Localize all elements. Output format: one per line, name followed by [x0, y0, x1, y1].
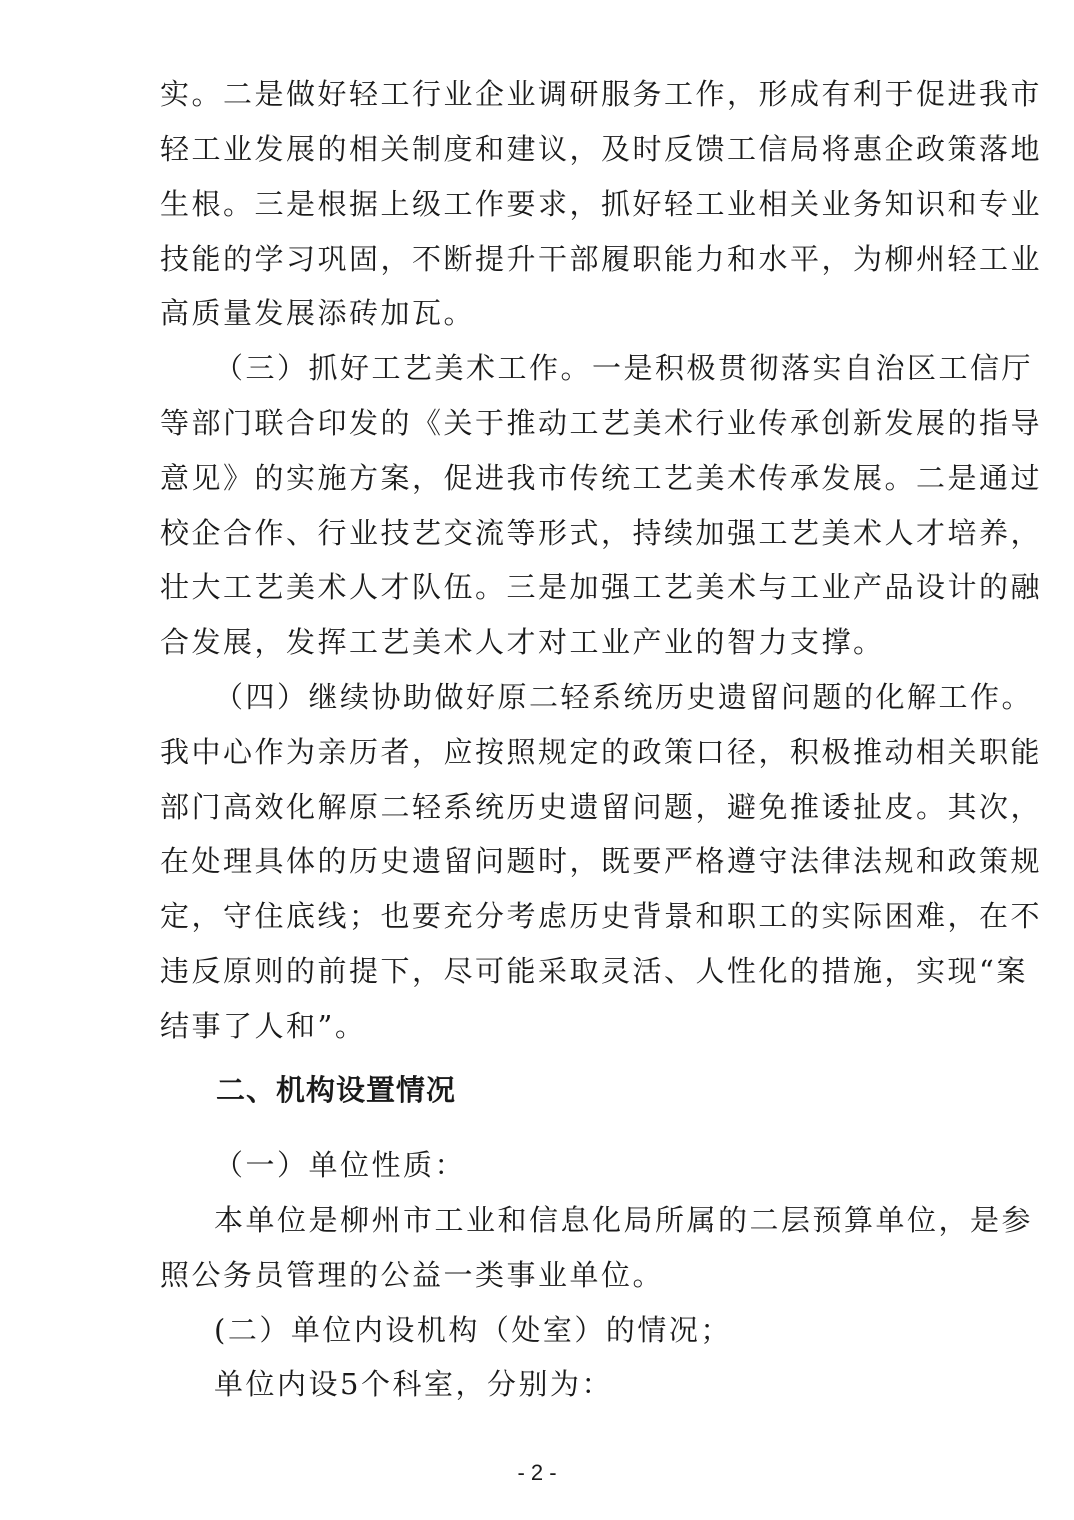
paragraph-line: （一）单位性质： [214, 1148, 467, 1182]
paragraph-line: （三）抓好工艺美术工作。一是积极贯彻落实自治区工信厅 [214, 351, 1034, 385]
paragraph-line: 定，守住底线；也要充分考虑历史背景和职工的实际困难，在不 [160, 899, 1043, 933]
paragraph-line: 单位内设5个科室，分别为： [214, 1367, 613, 1401]
paragraph-line: 技能的学习巩固，不断提升干部履职能力和水平，为柳州轻工业 [160, 242, 1043, 276]
paragraph-line: 照公务员管理的公益一类事业单位。 [160, 1258, 665, 1292]
paragraph-line: 在处理具体的历史遗留问题时，既要严格遵守法律法规和政策规 [160, 844, 1043, 878]
paragraph-line: （四）继续协助做好原二轻系统历史遗留问题的化解工作。 [214, 680, 1034, 714]
paragraph-line: 壮大工艺美术人才队伍。三是加强工艺美术与工业产品设计的融 [160, 570, 1043, 604]
paragraph-line: 生根。三是根据上级工作要求，抓好轻工业相关业务知识和专业 [160, 187, 1043, 221]
paragraph-line: 合发展，发挥工艺美术人才对工业产业的智力支撑。 [160, 625, 885, 659]
paragraph-line: 违反原则的前提下，尽可能采取灵活、人性化的措施，实现“案 [160, 954, 1028, 988]
paragraph-line: 轻工业发展的相关制度和建议，及时反馈工信局将惠企政策落地 [160, 132, 1043, 166]
paragraph-line: 结事了人和”。 [160, 1009, 367, 1043]
paragraph-line: 等部门联合印发的《关于推动工艺美术行业传承创新发展的指导 [160, 406, 1043, 440]
section-heading: 二、机构设置情况 [216, 1073, 457, 1107]
paragraph-line: 实。二是做好轻工行业企业调研服务工作，形成有利于促进我市 [160, 77, 1043, 111]
paragraph-line: 高质量发展添砖加瓦。 [160, 296, 476, 330]
paragraph-line: 部门高效化解原二轻系统历史遗留问题，避免推诿扯皮。其次， [160, 790, 1043, 824]
paragraph-line: 意见》的实施方案，促进我市传统工艺美术传承发展。二是通过 [160, 461, 1043, 495]
paragraph-line: 校企合作、行业技艺交流等形式，持续加强工艺美术人才培养， [160, 516, 1043, 550]
page-number: - 2 - [517, 1460, 557, 1485]
paragraph-line: 本单位是柳州市工业和信息化局所属的二层预算单位，是参 [214, 1203, 1034, 1237]
paragraph-line: 我中心作为亲历者，应按照规定的政策口径，积极推动相关职能 [160, 735, 1043, 769]
paragraph-line: (二）单位内设机构（处室）的情况； [214, 1313, 732, 1347]
